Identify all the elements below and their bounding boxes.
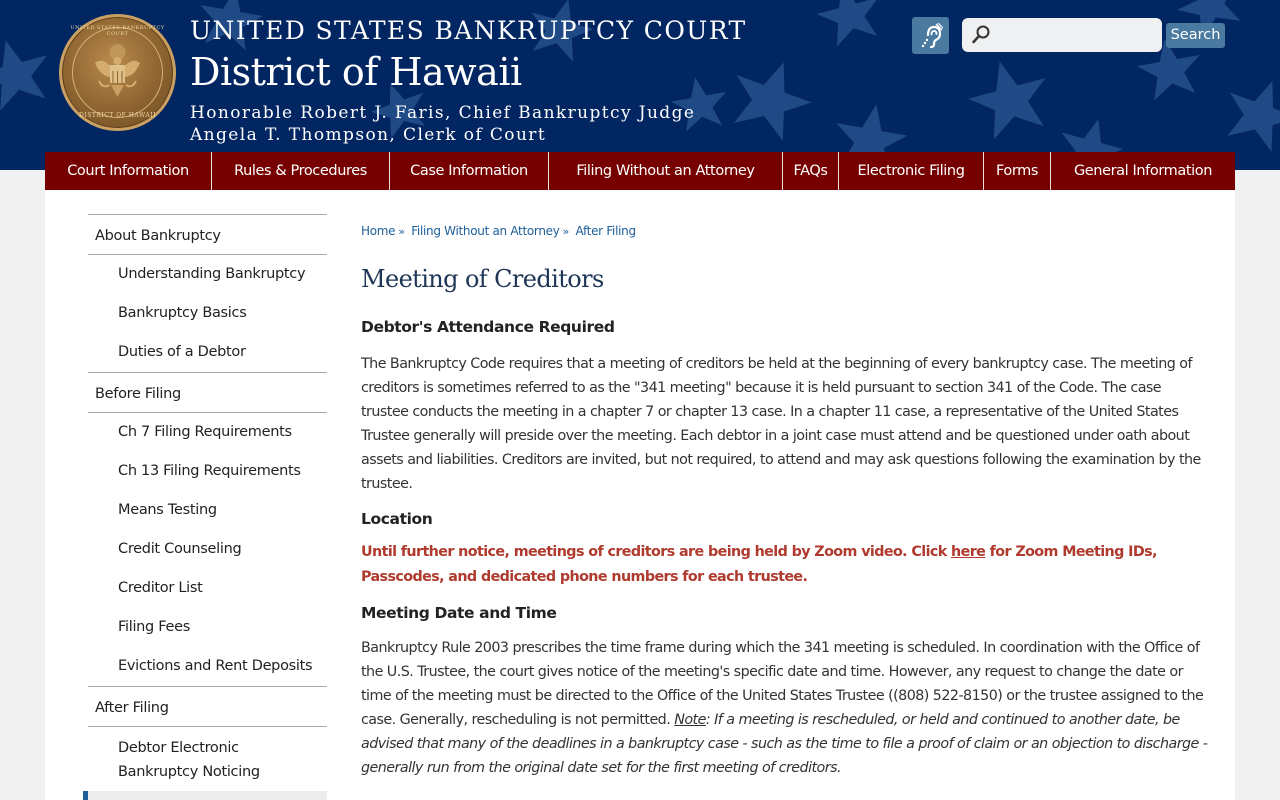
note-text: : If a meeting is rescheduled, or held and continued to another date, be advised that many of the deadlines in a bankruptcy case - such as the time to file a proof of claim or an objection to discharge - generally run from the original date set for the first meeting of creditors. [361, 712, 1208, 776]
breadcrumb-filing-without-attorney[interactable]: Filing Without an Attorney [411, 224, 560, 238]
nav-case-information[interactable]: Case Information [390, 152, 549, 190]
nav-filing-without-attorney[interactable]: Filing Without an Attorney [549, 152, 783, 190]
paragraph-attendance: The Bankruptcy Code requires that a meeting of creditors be held at the beginning of every bankruptcy case. The meeting of creditors is sometimes referred to as the "341 meeting" because it is held pursuant to section 341 of the Code. The case trustee conducts the meeting in a chapter 7 or chapter 13 case. In a chapter 11 case, a representative of the United States Trustee generally will preside over the meeting. Each debtor in a joint case must attend and be questioned under oath about assets and liabilities. Creditors are invited, but not required, to attend and may ask questions following the examination by the trustee. [361, 356, 1201, 492]
sidebar-item-debtor-ebn[interactable]: Debtor Electronic Bankruptcy Noticing [118, 740, 260, 780]
sidebar-item-creditor-list[interactable]: Creditor List [118, 580, 203, 596]
sidebar-item-duties-of-debtor[interactable]: Duties of a Debtor [118, 344, 246, 360]
clerk-of-court: Angela T. Thompson, Clerk of Court [190, 125, 547, 145]
hearing-assist-icon [919, 23, 943, 49]
nav-court-information[interactable]: Court Information [45, 152, 212, 190]
sidebar-item-active-meeting-of-creditors[interactable] [83, 791, 327, 800]
chief-judge: Honorable Robert J. Faris, Chief Bankruptcy Judge [190, 103, 696, 123]
zoom-notice-text: Until further notice, meetings of creditors are being held by Zoom video. Click [361, 544, 952, 560]
sidebar-item-means-testing[interactable]: Means Testing [118, 502, 217, 518]
breadcrumb-after-filing[interactable]: After Filing [575, 224, 636, 238]
sidebar-section-about-bankruptcy[interactable]: About Bankruptcy [88, 214, 327, 254]
breadcrumb-home[interactable]: Home [361, 224, 396, 238]
district-name[interactable]: District of Hawaii [190, 50, 522, 94]
heading-location: Location [361, 510, 433, 528]
breadcrumb [361, 224, 1211, 244]
seal-top-text: UNITED STATES BANKRUPTCY COURT [70, 25, 165, 37]
zoom-notice-text-cont: for Zoom Meeting IDs, Passcodes, and dedicated phone numbers for each trustee. [361, 544, 1157, 585]
sidebar-item-bankruptcy-basics[interactable]: Bankruptcy Basics [118, 305, 247, 321]
nav-rules-procedures[interactable]: Rules & Procedures [212, 152, 390, 190]
sidebar-item-filing-fees[interactable]: Filing Fees [118, 619, 191, 635]
court-name: UNITED STATES BANKRUPTCY COURT [190, 16, 747, 45]
paragraph-date-time [361, 636, 1211, 780]
court-seal-logo[interactable] [59, 14, 176, 131]
heading-debtors-attendance: Debtor's Attendance Required [361, 318, 615, 336]
sidebar-item-credit-counseling[interactable]: Credit Counseling [118, 541, 242, 557]
breadcrumb-separator: » [562, 225, 569, 238]
search-field[interactable] [962, 18, 1162, 52]
eagle-icon [93, 43, 142, 101]
nav-electronic-filing[interactable]: Electronic Filing [839, 152, 984, 190]
nav-general-information[interactable]: General Information [1073, 163, 1213, 179]
page-title: Meeting of Creditors [361, 265, 604, 293]
sidebar-item-ch13-requirements[interactable]: Ch 13 Filing Requirements [118, 463, 301, 479]
sidebar-item-understanding-bankruptcy[interactable]: Understanding Bankruptcy [118, 266, 306, 282]
date-time-text: Bankruptcy Rule 2003 prescribes the time frame during which the 341 meeting is scheduled. In coordination with the Office of the U.S. Trustee, the court gives notice of the meeting's specific date and time. However, any request to change the date or time of the meeting must be directed to the Office of the United States Trustee ((808) 522-8150) or the trustee assigned to the case. Generally, rescheduling is not permitted. [361, 640, 1204, 728]
sidebar-section-after-filing[interactable]: After Filing [88, 686, 327, 726]
zoom-details-link[interactable]: here [951, 544, 986, 560]
accessibility-button[interactable] [912, 17, 949, 54]
note-label: Note [674, 712, 706, 728]
search-icon [972, 25, 990, 45]
nav-faqs[interactable]: FAQs [783, 152, 839, 190]
zoom-notice [361, 540, 1211, 590]
sidebar-item-evictions-rent-deposits[interactable]: Evictions and Rent Deposits [118, 658, 313, 674]
sidebar-section-before-filing[interactable]: Before Filing [88, 372, 327, 412]
seal-bottom-text: DISTRICT OF HAWAII [79, 112, 156, 119]
breadcrumb-separator: » [398, 225, 405, 238]
search-button[interactable]: Search [1166, 23, 1225, 48]
nav-forms[interactable]: Forms [984, 152, 1051, 190]
main-navigation [45, 152, 1235, 190]
search-input[interactable] [994, 22, 1154, 48]
sidebar-item-ch7-requirements[interactable]: Ch 7 Filing Requirements [118, 424, 292, 440]
heading-meeting-date-time: Meeting Date and Time [361, 604, 557, 622]
site-header [0, 0, 1280, 170]
sidebar-menu [88, 214, 327, 791]
main-content [361, 224, 1211, 780]
